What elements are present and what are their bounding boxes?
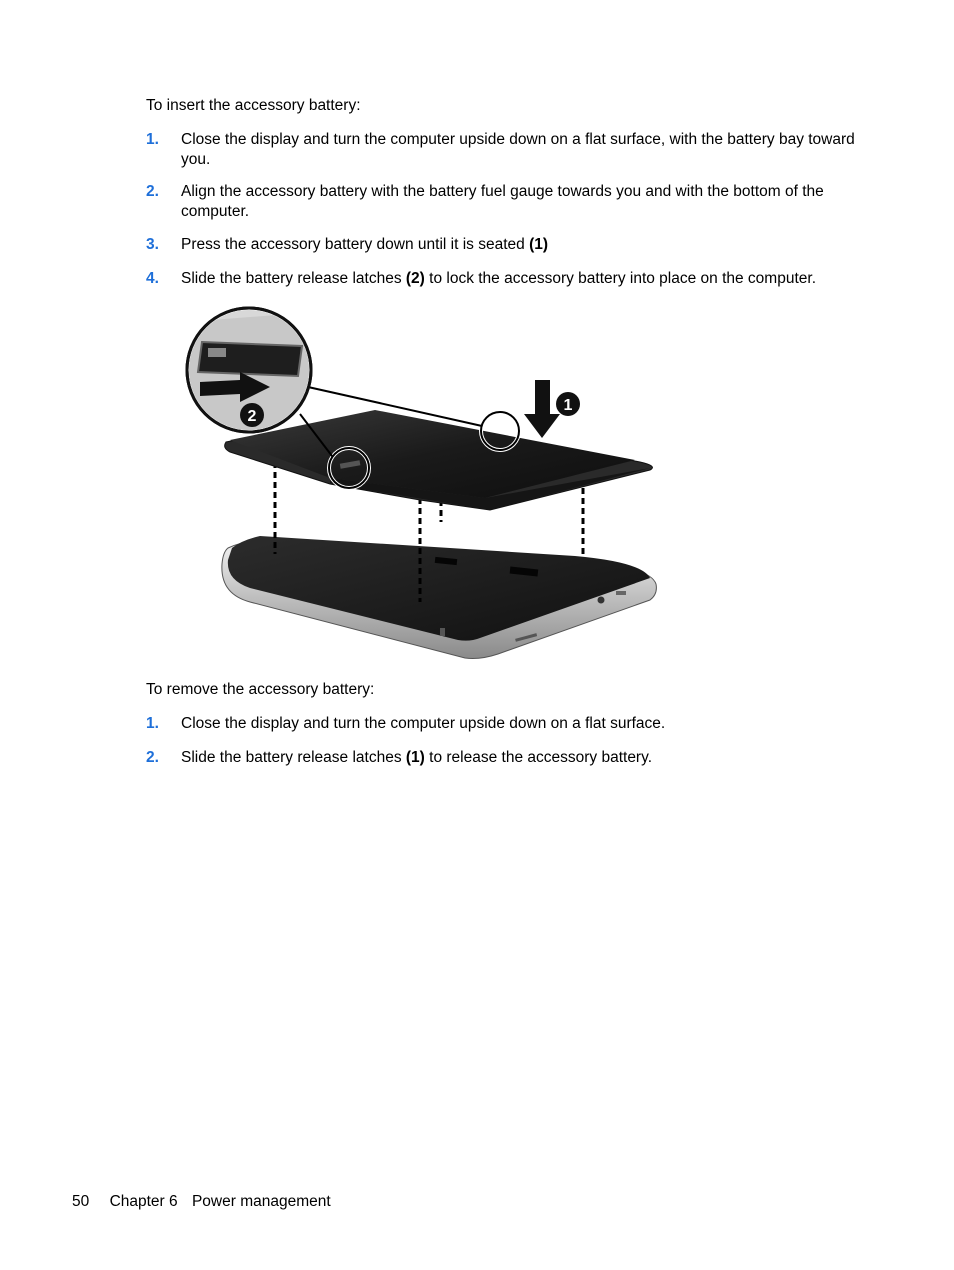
- insert-step-4: [146, 269, 886, 289]
- insert-step-2: [146, 182, 886, 221]
- step-number: 2.: [146, 183, 159, 200]
- chapter-label: Chapter 6: [109, 1193, 178, 1210]
- step-text: Close the display and turn the computer upside down on a flat surface, with the battery bay toward you.: [181, 131, 855, 168]
- remove-step-2: [146, 748, 886, 768]
- callout-2-badge: [240, 403, 264, 427]
- step-number: 1.: [146, 715, 159, 732]
- remove-intro: To remove the accessory battery:: [146, 681, 375, 698]
- callout-1-label: 1: [563, 397, 573, 414]
- step-text: Align the accessory battery with the battery fuel gauge towards you and with the bottom of the computer.: [181, 183, 824, 220]
- step-number: 4.: [146, 270, 159, 287]
- callout-2-label: 2: [247, 408, 257, 425]
- insert-intro: To insert the accessory battery:: [146, 97, 361, 114]
- insert-step-1: [146, 130, 886, 169]
- computer-base: [222, 536, 657, 659]
- battery-diagram: [180, 302, 665, 664]
- step-callout: (2): [405, 270, 425, 287]
- page-number: 50: [72, 1193, 90, 1210]
- insert-step-3: [146, 235, 886, 255]
- step-text-end: to lock the accessory battery into place on the computer.: [424, 270, 816, 287]
- press-down-arrow: [524, 380, 560, 438]
- step-text: Press the accessory battery down until it is seated: [181, 236, 530, 253]
- step-number: 1.: [146, 131, 159, 148]
- callout-1-badge: [556, 392, 580, 416]
- page-footer: [72, 1192, 331, 1212]
- step-callout: (1): [405, 749, 425, 766]
- step-text: Slide the battery release latches: [181, 270, 406, 287]
- step-number: 2.: [146, 749, 159, 766]
- accessory-battery: [225, 410, 653, 510]
- battery-installation-illustration: [180, 302, 665, 664]
- step-callout: (1): [529, 236, 549, 253]
- step-text: Close the display and turn the computer upside down on a flat surface.: [181, 715, 666, 732]
- step-text: Slide the battery release latches: [181, 749, 406, 766]
- step-text-end: to release the accessory battery.: [424, 749, 653, 766]
- step-number: 3.: [146, 236, 159, 253]
- chapter-title: Power management: [191, 1193, 331, 1210]
- remove-step-1: [146, 714, 886, 734]
